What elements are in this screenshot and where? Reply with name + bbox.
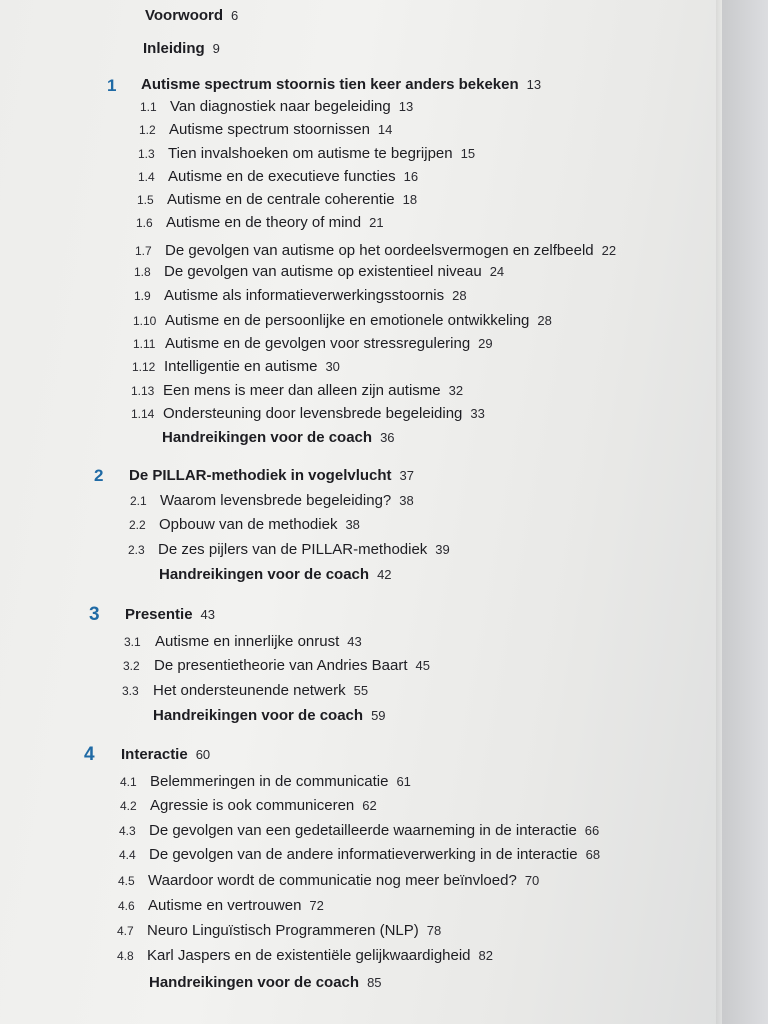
section-number: 2.3 (128, 543, 145, 557)
chapter-heading (121, 746, 210, 764)
toc-page-number: 39 (435, 542, 450, 557)
toc-section (118, 897, 324, 915)
section-title: Autisme en de theory of mind (166, 214, 362, 231)
toc-page-number: 78 (426, 923, 442, 938)
handreiking-title: Handreikingen voor de coach (149, 974, 360, 991)
section-number: 4.3 (119, 824, 136, 838)
toc-page-number: 28 (537, 313, 552, 328)
section-number: 1.10 (133, 314, 157, 328)
toc-page-number: 36 (380, 430, 395, 445)
handreiking-title: Handreikingen voor de coach (153, 707, 364, 724)
toc-page-number: 14 (377, 122, 393, 137)
toc-page-number: 15 (460, 146, 476, 161)
section-title: Autisme en de gevolgen voor stressregulering (165, 335, 471, 352)
section-title: Autisme als informatieverwerkingsstoornis (164, 287, 445, 304)
toc-page-number: 24 (489, 264, 505, 279)
section-title: Belemmeringen in de communicatie (150, 773, 389, 790)
section-title: Karl Jaspers en de existentiële gelijkwaardigheid (147, 947, 471, 964)
section-number: 1.6 (136, 216, 153, 230)
chapter-heading (141, 76, 541, 94)
section-title: Ondersteuning door levensbrede begeleiding (163, 405, 463, 422)
toc-page-number: 43 (200, 607, 216, 622)
section-title: De gevolgen van autisme op existentieel niveau (164, 263, 482, 280)
section-number: 1.13 (131, 384, 155, 398)
toc-section (128, 541, 450, 559)
toc-title: Inleiding (143, 40, 205, 57)
section-title: Een mens is meer dan alleen zijn autisme (163, 382, 441, 399)
toc-section (119, 846, 600, 864)
toc-section (136, 214, 384, 232)
section-title: Intelligentie en autisme (164, 358, 318, 375)
toc-section (122, 682, 368, 700)
handreiking-title: Handreikingen voor de coach (159, 566, 370, 583)
toc-section (135, 242, 616, 260)
toc-page-number: 59 (371, 708, 386, 723)
toc-section (117, 947, 493, 965)
section-number: 4.1 (120, 775, 137, 789)
section-title: Autisme en vertrouwen (148, 897, 302, 914)
section-number: 2.1 (130, 494, 147, 508)
section-number: 1.11 (133, 337, 156, 351)
toc-page-number: 38 (399, 493, 414, 508)
section-number: 1.5 (137, 193, 154, 207)
toc-page-number: 43 (347, 634, 362, 649)
chapter-title: Interactie (121, 746, 188, 763)
toc-page-number: 21 (369, 215, 384, 230)
section-number: 1.14 (131, 407, 155, 421)
toc-section (131, 382, 463, 400)
toc-section (140, 98, 413, 116)
section-title: Tien invalshoeken om autisme te begrijpen (168, 145, 453, 162)
toc-page-number: 28 (452, 288, 467, 303)
toc-page-number: 13 (526, 77, 542, 92)
toc-section (138, 145, 475, 163)
toc-page-number: 82 (478, 948, 493, 963)
section-number: 4.2 (120, 799, 137, 813)
section-number: 4.7 (117, 924, 134, 938)
toc-section (137, 191, 417, 209)
section-number: 3.1 (124, 635, 141, 649)
toc-section (119, 822, 599, 840)
chapter-heading (129, 467, 414, 485)
toc-section (133, 335, 493, 353)
toc-page-number: 16 (403, 169, 419, 184)
section-title: Het ondersteunende netwerk (153, 682, 346, 699)
section-title: Autisme en innerlijke onrust (155, 633, 340, 650)
section-title: De presentietheorie van Andries Baart (154, 657, 408, 674)
toc-section (120, 773, 411, 791)
toc-page-number: 70 (524, 873, 540, 888)
section-title: Autisme en de executieve functies (168, 168, 396, 185)
handreiking-title: Handreikingen voor de coach (162, 429, 373, 446)
section-title: De zes pijlers van de PILLAR-methodiek (158, 541, 428, 558)
toc-page-number: 61 (396, 774, 411, 789)
section-title: De gevolgen van de andere informatieverwerking in de interactie (149, 846, 578, 863)
section-title: De gevolgen van een gedetailleerde waarneming in de interactie (149, 822, 577, 839)
section-number: 1.3 (138, 147, 155, 161)
section-number: 4.8 (117, 949, 134, 963)
section-number: 1.9 (134, 289, 151, 303)
section-number: 3.2 (123, 659, 140, 673)
toc-section (117, 922, 441, 940)
toc-section (123, 657, 430, 675)
toc-handreiking (162, 429, 395, 447)
section-title: Opbouw van de methodiek (159, 516, 338, 533)
chapter-title: De PILLAR-methodiek in vogelvlucht (129, 467, 392, 484)
toc-page-number: 6 (231, 8, 239, 23)
section-title: Neuro Linguïstisch Programmeren (NLP) (147, 922, 419, 939)
toc-page-number: 38 (345, 517, 360, 532)
toc-section (133, 312, 552, 330)
toc-page-number: 13 (398, 99, 414, 114)
toc-page-number: 85 (367, 975, 382, 990)
section-number: 1.2 (139, 123, 156, 137)
chapter-number: 4 (84, 744, 95, 765)
toc-handreiking (149, 974, 382, 992)
toc-page-number: 62 (362, 798, 377, 813)
section-title: Autisme spectrum stoornissen (169, 121, 370, 138)
toc-section (130, 492, 414, 510)
section-title: Autisme en de persoonlijke en emotionele ontwikkeling (165, 312, 530, 329)
toc-page-number: 45 (415, 658, 430, 673)
chapter-title: Presentie (125, 606, 193, 623)
toc-section (124, 633, 362, 651)
toc-page-number: 55 (353, 683, 369, 698)
section-number: 4.5 (118, 874, 135, 888)
section-title: Autisme en de centrale coherentie (167, 191, 395, 208)
toc-section (118, 872, 539, 890)
toc-title: Voorwoord (145, 7, 224, 24)
chapter-number: 1 (107, 76, 117, 95)
section-title: Agressie is ook communiceren (150, 797, 355, 814)
toc-section (134, 263, 504, 281)
toc-section (139, 121, 392, 139)
toc-page-number: 42 (377, 567, 392, 582)
toc-front-inleiding (143, 40, 220, 58)
section-title: Waarom levensbrede begeleiding? (160, 492, 392, 509)
toc-handreiking (153, 707, 386, 725)
toc-page-number: 37 (399, 468, 414, 483)
background-surface (722, 0, 768, 1024)
section-number: 1.8 (134, 265, 151, 279)
chapter-title: Autisme spectrum stoornis tien keer anders bekeken (141, 76, 519, 93)
toc-page-number: 72 (309, 898, 324, 913)
toc-section (131, 405, 485, 423)
toc-page-number: 9 (212, 41, 220, 56)
toc-section (129, 516, 360, 534)
toc-page-number: 33 (470, 406, 485, 421)
section-title: De gevolgen van autisme op het oordeelsvermogen en zelfbeeld (165, 242, 594, 259)
chapter-heading (125, 606, 215, 624)
toc-section (138, 168, 418, 186)
toc-page-number: 66 (584, 823, 600, 838)
toc-page-number: 29 (478, 336, 493, 351)
toc-page-number: 60 (195, 747, 211, 762)
toc-page-number: 68 (585, 847, 601, 862)
toc-section (120, 797, 377, 815)
toc-section (132, 358, 340, 376)
section-number: 2.2 (129, 518, 146, 532)
section-number: 1.12 (132, 360, 156, 374)
section-title: Waardoor wordt de communicatie nog meer beïnvloed? (148, 872, 517, 889)
section-number: 4.6 (118, 899, 135, 913)
section-number: 1.4 (138, 170, 155, 184)
toc-page-number: 18 (402, 192, 418, 207)
chapter-number: 2 (94, 466, 104, 485)
section-number: 1.1 (140, 100, 157, 114)
toc-front-voorwoord (145, 7, 238, 25)
section-number: 4.4 (119, 848, 136, 862)
section-title: Van diagnostiek naar begeleiding (170, 98, 391, 115)
toc-handreiking (159, 566, 392, 584)
toc-section (134, 287, 467, 305)
section-number: 1.7 (135, 244, 152, 258)
toc-page-number: 22 (601, 243, 617, 258)
toc-page-number: 30 (325, 359, 340, 374)
section-number: 3.3 (122, 684, 139, 698)
chapter-number: 3 (89, 604, 100, 625)
toc-page-number: 32 (448, 383, 464, 398)
